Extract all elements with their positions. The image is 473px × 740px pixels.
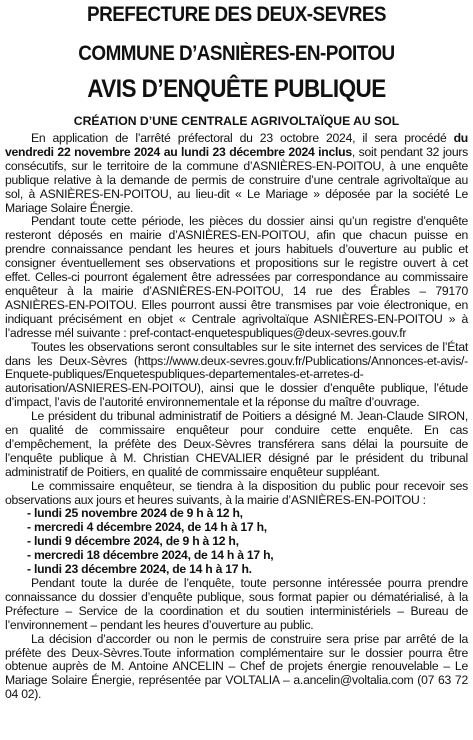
notice-subtitle: CRÉATION D’UNE CENTRALE AGRIVOLTAÏQUE AU SOL [73, 114, 400, 128]
permanence-date: - mercredi 18 décembre 2024, de 14 h à 17 h, [27, 548, 274, 563]
paragraph-decision-contact: La décision d’accorder ou non le permis de construire sera prise par arrêté de la préfète des Deux-Sèvres.Toute information complémentaire sur le dossier pourra être obtenue auprès de M. Antoine ANCELIN – Chef de projets énergie renouvelable – Le Mariage Solaire Énergie, représentée par VOLTALIA – a.ancelin@voltalia.com (07 63 72 04 02). [5, 631, 468, 702]
paragraph-consultation: Pendant toute cette période, les pièces du dossier ainsi qu’un registre d’enquête resteront déposés en mairie d’ASNIÈRES-EN-POITOU, afin que chacun puisse en prendre connaissance pendant les heures et jours habituels d’ouverture au public et consigner éventuellement ses observations et propositions sur le registre ouvert à cet effet. Celles-ci pourront également être adressées par correspondance au commissaire enquêteur à la mairie d’ASNIÈRES-EN-POITOU, 14 rue des Érables – 79170 ASNIÈRES-EN-POITOU. Elles pourront aussi être transmises par voie électronique, en indiquant précisément en objet « Centrale agrivoltaïque ASNIÈRES-EN-POITOU » à l’adresse mél suivante : pref-contact-enquetespubliques@deux-sevres.gouv.fr [5, 214, 468, 340]
permanence-date: - lundi 9 décembre 2024, de 9 h à 12 h, [27, 534, 239, 549]
paragraph-observations: Toutes les observations seront consultables sur le site internet des services de l’État dans les Deux-Sèvres (https://www.deux-sevres.gouv.fr/Publications/Annonces-et-avis/-Enquete-publiques/Enquetespubliques-departementales-et-arretes-d-autorisation/ASNIERES-EN-POITOU), ainsi que le dossier d’enquête publique, l’étude d’impact, l’avis de l’autorité environnementale et la réponse du maître d’ouvrage. [5, 339, 468, 410]
intro-text-a: En application de l’arrêté préfectoral du 23 octobre 2024, il sera procédé [31, 131, 454, 145]
permanence-dates-list [5, 507, 468, 577]
intro-text-c: , soit pendant 32 jours consécutifs, sur le territoire de la commune d’ASNIÈRES-EN-POITOU, à une enquête publique relative à la demande de permis de construire d’une centrale agrivoltaïque au sol, à ASNIÈRES-EN-POITOU, au lieu-dit « Le Mariage » déposée par la société Le Mariage Solaire Énergie. [5, 144, 468, 215]
notice-title: AVIS D’ENQUÊTE PUBLIQUE [87, 75, 386, 103]
permanence-date: - lundi 25 novembre 2024 de 9 h à 12 h, [27, 506, 243, 521]
paragraph-commissioner: Le président du tribunal administratif de Poitiers a désigné M. Jean-Claude SIRON, en qualité de commissaire enquêteur pour conduire cette enquête. En cas d’empêchement, la préfète des Deux-Sèvres transférera sans délai la poursuite de l’enquête publique à M. Christian CHEVALIER désigné par le président du tribunal administratif de Poitiers, en qualité de commissaire enquêteur suppléant. [5, 409, 468, 479]
commune-heading: COMMUNE D’ASNIÈRES-EN-POITOU [78, 42, 395, 65]
enquiry-period: du vendredi 22 novembre 2024 au lundi 23 décembre 2024 inclus [5, 131, 468, 159]
paragraph-permanences: Le commissaire enquêteur, se tiendra à la disposition du public pour recevoir ses observations aux jours et heures suivants, à la mairie d’ASNIÈRES-EN-POITOU : [5, 478, 468, 507]
paragraph-dossier-access: Pendant toute la durée de l’enquête, toute personne intéressée pourra prendre connaissance du dossier d’enquête publique, sous format papier ou dématérialisé, à la Préfecture – Service de la coordination et du soutien interministériels – Bureau de l’environnement – pendant les heures d’ouverture au public. [5, 576, 468, 632]
prefecture-heading: PREFECTURE DES DEUX-SEVRES [87, 3, 386, 26]
permanence-date: - lundi 23 décembre 2024, de 14 h à 17 h. [27, 562, 252, 577]
permanence-date: - mercredi 4 décembre 2024, de 14 h à 17 h, [27, 520, 267, 535]
paragraph-intro [5, 132, 468, 215]
